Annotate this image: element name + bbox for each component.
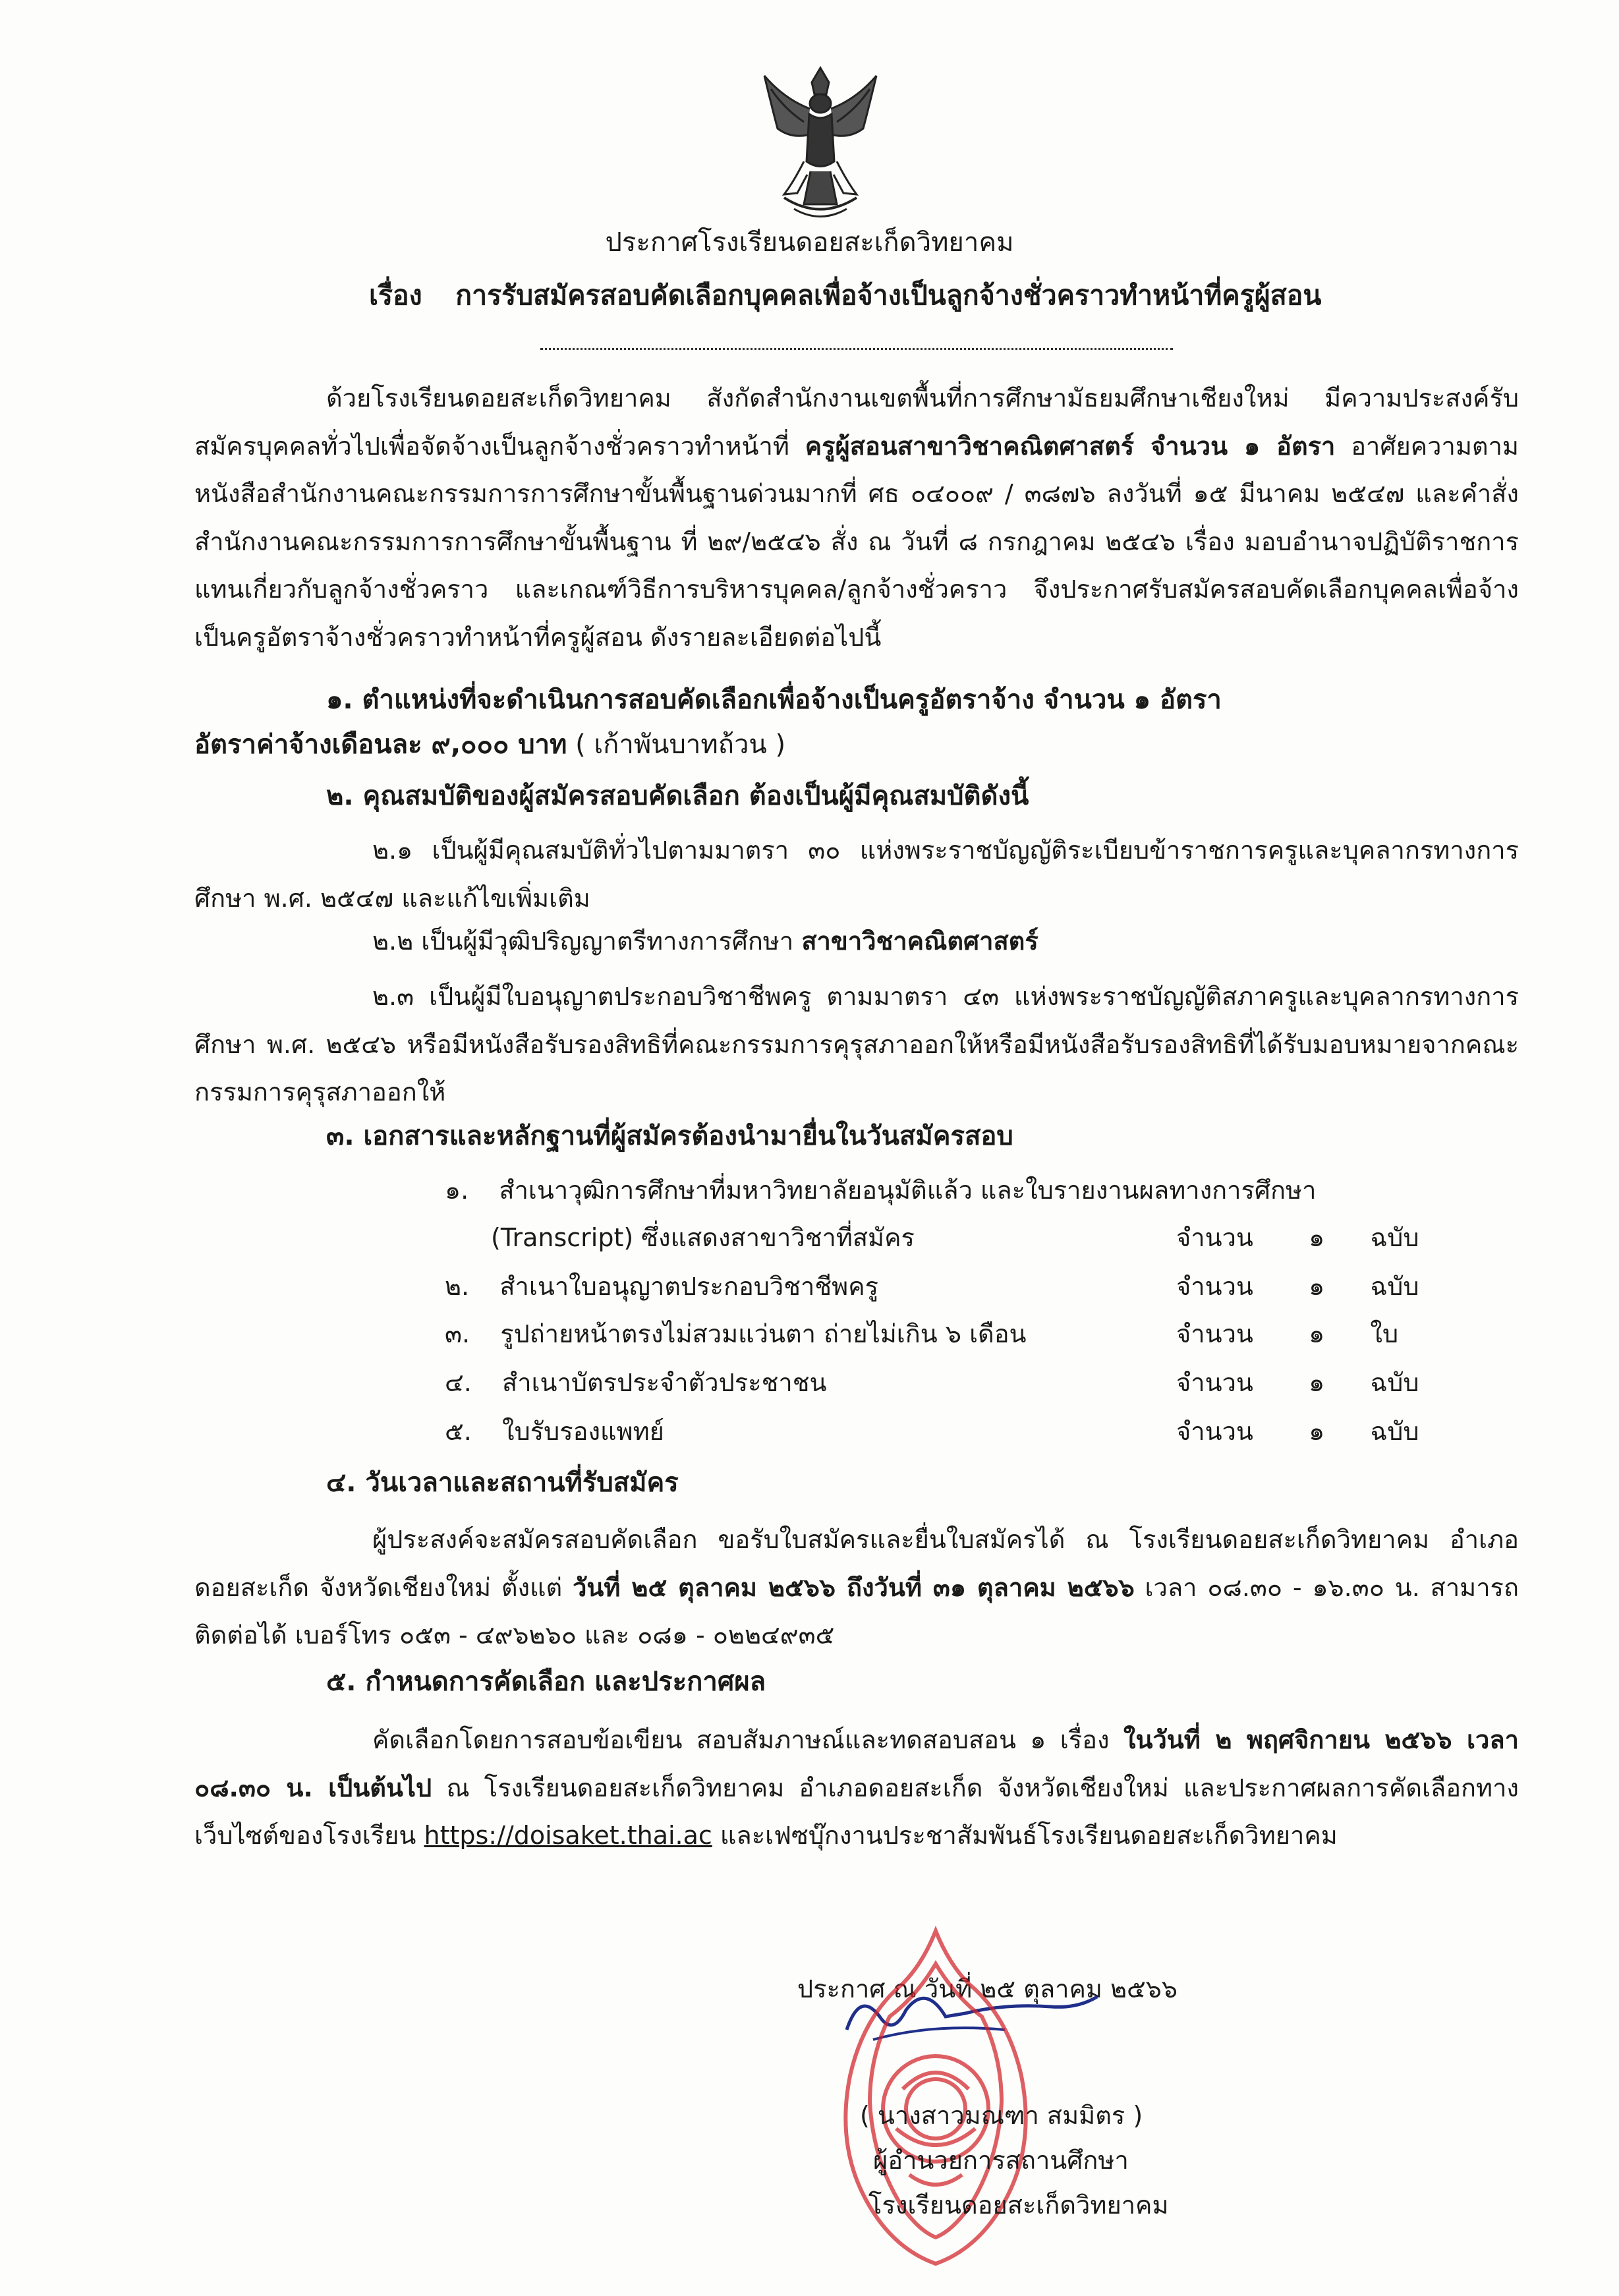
intro-paragraph: ด้วยโรงเรียนดอยสะเก็ดวิทยาคม สังกัดสำนักงานเขตพื้นที่การศึกษามัธยมศึกษาเชียงใหม่ มีความประสงค์รับสมัครบุคคลทั่วไปเพื่อจัดจ้างเป็นลูกจ้างชั่วคราวทำหน้าที่ ครูผู้สอนสาขาวิชาคณิตศาสตร์ จำนวน ๑ อัตรา อาศัยความตามหนังสือสำนักงานคณะกรรมการการศึกษาขั้นพื้นฐานด่วนมากที่ ศธ ๐๔๐๐๙ / ๓๘๗๖ ลงวันที่ ๑๕ มีนาคม ๒๕๔๗ และคำสั่งสำนักงานคณะกรรมการการศึกษาขั้นพื้นฐาน ที่ ๒๙/๒๕๔๖ สั่ง ณ วันที่ ๘ กรกฎาคม ๒๕๔๖ เรื่อง มอบอำนาจปฏิบัติราชการแทนเกี่ยวกับลูกจ้างชั่วคราว และเกณฑ์วิธีการบริหารบุคคล/ลูกจ้างชั่วคราว จึงประกาศรับสมัครสอบคัดเลือกบุคคลเพื่อจ้างเป็นครูอัตราจ้างชั่วคราวทำหน้าที่ครูผู้สอน ดังรายละเอียดต่อไปนี้ (194, 384, 1519, 652)
doc-item-4: ๔. สำเนาบัตรประจำตัวประชาชน (445, 1368, 827, 1397)
qualification-2-2: ๒.๒ เป็นผู้มีวุฒิปริญญาตรีทางการศึกษา สาขาวิชาคณิตศาสตร์ (372, 927, 1038, 956)
doc-item-1-line2: (Transcript) ซึ่งแสดงสาขาวิชาที่สมัคร (491, 1223, 915, 1252)
doc-item-5: ๕. ใบรับรองแพทย์ (445, 1417, 664, 1446)
subject-line (369, 279, 1321, 311)
position-highlight: ครูผู้สอนสาขาวิชาคณิตศาสตร์ จำนวน ๑ อัตรา (805, 431, 1336, 461)
signer-name: ( นางสาวมณฑา สมมิตร ) (860, 2101, 1143, 2130)
qualification-2-1: ๒.๑ เป็นผู้มีคุณสมบัติทั่วไปตามมาตรา ๓๐ แห่งพระราชบัญญัติระเบียบข้าราชการครูและบุคลากรทางการศึกษา พ.ศ. ๒๕๔๗ และแก้ไขเพิ่มเติม (194, 836, 1519, 913)
page-title: ประกาศโรงเรียนดอยสะเก็ดวิทยาคม (605, 227, 1014, 258)
garuda-emblem-icon (758, 63, 883, 224)
school-seal-stamp-icon (824, 1924, 1048, 2274)
doc-item-2-qty: จำนวน ๑ ฉบับ (1176, 1272, 1419, 1301)
section-5-heading: ๕. กำหนดการคัดเลือก และประกาศผล (326, 1667, 766, 1697)
doc-item-4-qty: จำนวน ๑ ฉบับ (1176, 1368, 1419, 1397)
section-1-heading: ๑. ตำแหน่งที่จะดำเนินการสอบคัดเลือกเพื่อจ้างเป็นครูอัตราจ้าง จำนวน ๑ อัตรา (326, 685, 1222, 715)
application-dates: วันที่ ๒๕ ตุลาคม ๒๕๖๖ ถึงวันที่ ๓๑ ตุลาคม ๒๕๖๖ (573, 1572, 1135, 1602)
signer-position: ผู้อำนวยการสถานศึกษา (873, 2146, 1129, 2175)
application-paragraph: ผู้ประสงค์จะสมัครสอบคัดเลือก ขอรับใบสมัครและยื่นใบสมัครได้ ณ โรงเรียนดอยสะเก็ดวิทยาคม อำเภอดอยสะเก็ด จังหวัดเชียงใหม่ ตั้งแต่ วันที่ ๒๕ ตุลาคม ๒๕๖๖ ถึงวันที่ ๓๑ ตุลาคม ๒๕๖๖ เวลา ๐๘.๓๐ - ๑๖.๓๐ น. สามารถติดต่อได้ เบอร์โทร ๐๕๓ - ๔๙๖๒๖๐ และ ๐๘๑ - ๐๒๒๔๙๓๕ (194, 1525, 1519, 1650)
qualification-2-3: ๒.๓ เป็นผู้มีใบอนุญาตประกอบวิชาชีพครู ตามมาตรา ๔๓ แห่งพระราชบัญญัติสภาครูและบุคลากรทางการศึกษา พ.ศ. ๒๕๔๖ หรือมีหนังสือรับรองสิทธิที่คณะกรรมการคุรุสภาออกให้หรือมีหนังสือรับรองสิทธิที่ได้รับมอบหมายจากคณะกรรมการคุรุสภาออกให้ (194, 982, 1519, 1106)
subject-text: การรับสมัครสอบคัดเลือกบุคคลเพื่อจ้างเป็นลูกจ้างชั่วคราวทำหน้าที่ครูผู้สอน (455, 279, 1322, 311)
doc-item-1: ๑. สำเนาวุฒิการศึกษาที่มหาวิทยาลัยอนุมัติแล้ว และใบรายงานผลทางการศึกษา (445, 1176, 1317, 1205)
section-4-heading: ๔. วันเวลาและสถานที่รับสมัคร (326, 1468, 679, 1498)
doc-item-3: ๓. รูปถ่ายหน้าตรงไม่สวมแว่นตา ถ่ายไม่เกิน ๖ เดือน (445, 1319, 1027, 1348)
selection-date: ในวันที่ ๒ พฤศจิกายน ๒๕๖๖ เวลา ๐๘.๓๐ น. เป็นต้นไป (194, 1725, 1519, 1802)
section-3-heading: ๓. เอกสารและหลักฐานที่ผู้สมัครต้องนำมายื่นในวันสมัครสอบ (326, 1121, 1013, 1151)
selection-paragraph: คัดเลือกโดยการสอบข้อเขียน สอบสัมภาษณ์และทดสอบสอน ๑ เรื่อง ในวันที่ ๒ พฤศจิกายน ๒๕๖๖ เวลา ๐๘.๓๐ น. เป็นต้นไป ณ โรงเรียนดอยสะเก็ดวิทยาคม อำเภอดอยสะเก็ด จังหวัดเชียงใหม่ และประกาศผลการคัดเลือกทางเว็บไซต์ของโรงเรียน https://doisaket.thai.ac และเฟซบุ๊กงานประชาสัมพันธ์โรงเรียนดอยสะเก็ดวิทยาคม (194, 1725, 1519, 1850)
doc-item-3-qty: จำนวน ๑ ใบ (1176, 1319, 1399, 1348)
doc-item-2: ๒. สำเนาใบอนุญาตประกอบวิชาชีพครู (445, 1272, 879, 1301)
subject-label: เรื่อง (369, 279, 422, 311)
wage-line: อัตราค่าจ้างเดือนละ ๙,๐๐๐ บาท ( เก้าพันบาทถ้วน ) (194, 730, 786, 760)
title-divider (540, 348, 1173, 350)
announce-date: ประกาศ ณ วันที่ ๒๕ ตุลาคม ๒๕๖๖ (797, 1974, 1178, 2003)
signer-school: โรงเรียนดอยสะเก็ดวิทยาคม (868, 2191, 1169, 2220)
school-website-link[interactable]: https://doisaket.thai.ac (424, 1821, 712, 1850)
doc-item-5-qty: จำนวน ๑ ฉบับ (1176, 1417, 1419, 1446)
doc-item-1-qty: จำนวน ๑ ฉบับ (1176, 1223, 1419, 1252)
section-2-heading: ๒. คุณสมบัติของผู้สมัครสอบคัดเลือก ต้องเป็นผู้มีคุณสมบัติดังนี้ (326, 781, 1029, 811)
